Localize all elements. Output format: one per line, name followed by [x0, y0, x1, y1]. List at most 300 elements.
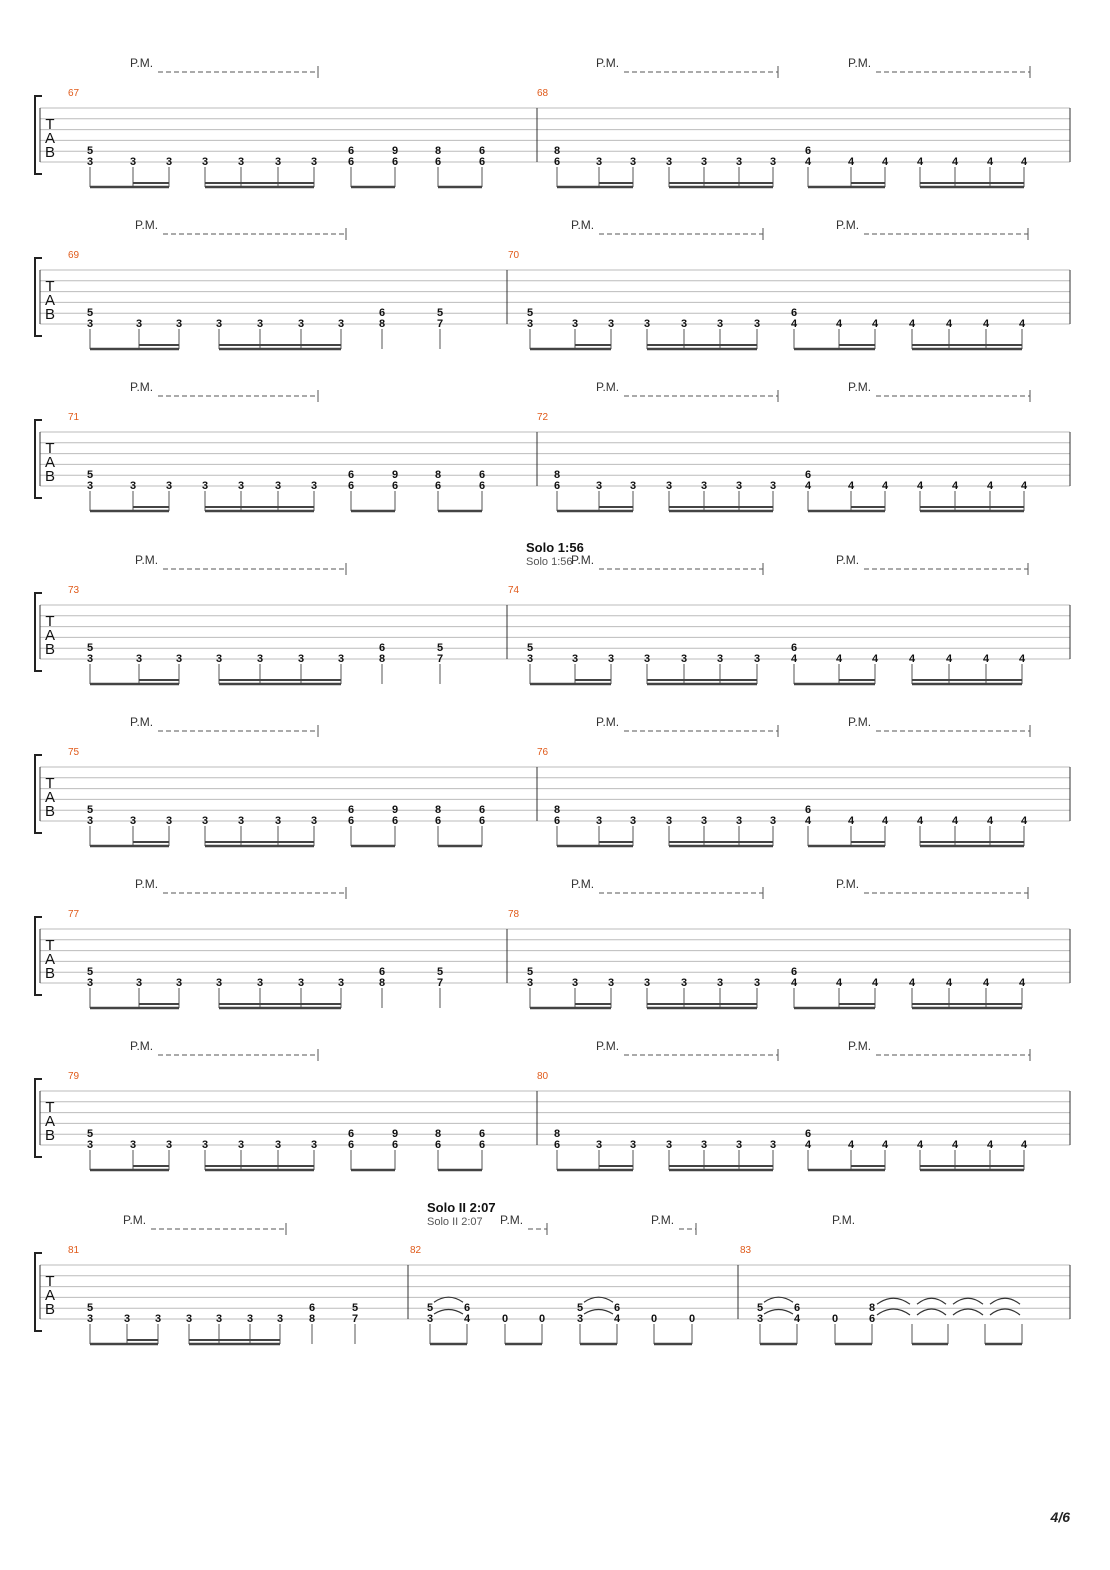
fret-number: 3: [123, 1313, 131, 1325]
slur: [434, 1310, 463, 1315]
fret-number: 0: [538, 1313, 546, 1325]
palm-mute-label: P.M.: [571, 218, 595, 232]
fret-number: 6: [347, 156, 355, 168]
tie: [990, 1298, 1020, 1304]
measure-number: 70: [508, 250, 520, 261]
fret-number: 7: [436, 318, 444, 330]
fret-number: 4: [613, 1313, 621, 1325]
fret-number: 3: [643, 653, 651, 665]
fret-number: 5: [756, 1302, 764, 1315]
fret-number: 3: [201, 815, 209, 827]
palm-mute-label: P.M.: [596, 56, 620, 70]
fret-number: 3: [595, 815, 603, 827]
fret-number: 3: [154, 1313, 162, 1325]
fret-number: 6: [434, 1139, 442, 1151]
fret-number: 6: [804, 469, 812, 482]
fret-number: 4: [1020, 815, 1028, 827]
fret-number: 4: [881, 480, 889, 492]
fret-number: 3: [426, 1313, 434, 1325]
tab-clef-letter: A: [44, 454, 56, 471]
fret-number: 3: [274, 480, 282, 492]
fret-number: 4: [835, 977, 843, 989]
fret-number: 0: [650, 1313, 658, 1325]
tab-system: [35, 877, 1070, 1008]
fret-number: 3: [135, 318, 143, 330]
palm-mute-label: P.M.: [571, 877, 595, 891]
fret-number: 4: [793, 1313, 801, 1325]
fret-number: 4: [790, 653, 798, 665]
fret-number: 4: [804, 156, 812, 168]
fret-number: 3: [274, 156, 282, 168]
fret-number: 3: [215, 318, 223, 330]
measure-number: 80: [537, 1071, 549, 1082]
fret-number: 3: [700, 156, 708, 168]
fret-number: 3: [607, 653, 615, 665]
fret-number: 3: [129, 1139, 137, 1151]
fret-number: 6: [378, 307, 386, 320]
tab-clef-letter: B: [44, 468, 56, 485]
fret-number: 8: [434, 804, 442, 817]
fret-number: 8: [308, 1313, 316, 1325]
fret-number: 0: [831, 1313, 839, 1325]
tab-system: [35, 218, 1070, 349]
measure-number: 83: [740, 1245, 752, 1256]
fret-number: 3: [571, 318, 579, 330]
fret-number: 4: [945, 977, 953, 989]
tab-system: [35, 540, 1070, 684]
fret-number: 5: [576, 1302, 584, 1315]
tab-system: [35, 1200, 1070, 1344]
fret-number: 3: [753, 977, 761, 989]
fret-number: 3: [86, 977, 94, 989]
fret-number: 3: [256, 977, 264, 989]
fret-number: 3: [665, 1139, 673, 1151]
fret-number: 9: [391, 804, 399, 817]
fret-number: 4: [871, 318, 879, 330]
fret-number: 4: [847, 1139, 855, 1151]
fret-number: 3: [700, 1139, 708, 1151]
fret-number: 6: [391, 815, 399, 827]
fret-number: 6: [347, 469, 355, 482]
fret-number: 4: [790, 977, 798, 989]
measure-number: 75: [68, 747, 80, 758]
fret-number: 8: [378, 318, 386, 330]
fret-number: 6: [434, 156, 442, 168]
fret-number: 3: [175, 653, 183, 665]
fret-number: 3: [129, 480, 137, 492]
fret-number: 6: [478, 480, 486, 492]
fret-number: 4: [835, 318, 843, 330]
fret-number: 3: [215, 977, 223, 989]
fret-number: 4: [908, 318, 916, 330]
fret-number: 6: [478, 815, 486, 827]
fret-number: 3: [86, 1313, 94, 1325]
section-title: Solo 1:56: [526, 540, 584, 555]
fret-number: 3: [274, 1139, 282, 1151]
fret-number: 6: [347, 1139, 355, 1151]
fret-number: 3: [237, 1139, 245, 1151]
fret-number: 5: [86, 1128, 94, 1141]
fret-number: 3: [129, 156, 137, 168]
palm-mute-label: P.M.: [135, 218, 159, 232]
fret-number: 3: [86, 815, 94, 827]
fret-number: 8: [553, 1128, 561, 1141]
fret-number: 4: [945, 653, 953, 665]
fret-number: 4: [908, 977, 916, 989]
palm-mute-label: P.M.: [130, 56, 154, 70]
measure-number: 74: [508, 585, 520, 596]
fret-number: 9: [391, 1128, 399, 1141]
fret-number: 8: [378, 653, 386, 665]
fret-number: 4: [916, 815, 924, 827]
tab-clef-letter: B: [44, 1127, 56, 1144]
fret-number: 3: [310, 1139, 318, 1151]
fret-number: 6: [391, 1139, 399, 1151]
tab-clef-letter: T: [45, 116, 55, 133]
palm-mute-label: P.M.: [596, 715, 620, 729]
fret-number: 3: [700, 815, 708, 827]
tie: [917, 1298, 946, 1304]
fret-number: 4: [986, 156, 994, 168]
fret-number: 3: [297, 318, 305, 330]
fret-number: 6: [347, 145, 355, 158]
tab-clef-letter: T: [45, 613, 55, 630]
fret-number: 3: [165, 480, 173, 492]
tie: [877, 1298, 910, 1304]
measure-number: 77: [68, 909, 80, 920]
fret-number: 4: [916, 156, 924, 168]
fret-number: 3: [337, 318, 345, 330]
fret-number: 3: [607, 318, 615, 330]
fret-number: 3: [629, 815, 637, 827]
tab-clef-letter: T: [45, 775, 55, 792]
fret-number: 4: [847, 815, 855, 827]
palm-mute-label: P.M.: [848, 56, 872, 70]
fret-number: 3: [756, 1313, 764, 1325]
tie: [953, 1298, 983, 1304]
fret-number: 8: [553, 145, 561, 158]
fret-number: 7: [436, 977, 444, 989]
fret-number: 3: [201, 1139, 209, 1151]
fret-number: 4: [982, 318, 990, 330]
fret-number: 4: [847, 156, 855, 168]
fret-number: 3: [310, 480, 318, 492]
tab-clef-letter: B: [44, 306, 56, 323]
fret-number: 4: [916, 480, 924, 492]
fret-number: 5: [351, 1302, 359, 1315]
fret-number: 6: [478, 1128, 486, 1141]
fret-number: 3: [629, 156, 637, 168]
fret-number: 3: [175, 318, 183, 330]
palm-mute-label: P.M.: [832, 1213, 856, 1227]
fret-number: 3: [86, 318, 94, 330]
fret-number: 5: [86, 307, 94, 320]
fret-number: 6: [553, 1139, 561, 1151]
tab-clef-letter: A: [44, 951, 56, 968]
palm-mute-label: P.M.: [571, 553, 595, 567]
fret-number: 6: [804, 804, 812, 817]
tab-system: [35, 1039, 1070, 1170]
fret-number: 3: [607, 977, 615, 989]
palm-mute-label: P.M.: [596, 1039, 620, 1053]
fret-number: 3: [595, 480, 603, 492]
fret-number: 4: [1018, 653, 1026, 665]
measure-number: 73: [68, 585, 80, 596]
tab-clef-letter: T: [45, 1099, 55, 1116]
fret-number: 3: [337, 653, 345, 665]
fret-number: 8: [378, 977, 386, 989]
fret-number: 9: [391, 469, 399, 482]
fret-number: 4: [1020, 480, 1028, 492]
fret-number: 5: [86, 804, 94, 817]
fret-number: 3: [629, 1139, 637, 1151]
fret-number: 5: [436, 307, 444, 320]
fret-number: 4: [1020, 1139, 1028, 1151]
fret-number: 4: [982, 977, 990, 989]
fret-number: 5: [86, 145, 94, 158]
fret-number: 3: [135, 653, 143, 665]
fret-number: 4: [908, 653, 916, 665]
fret-number: 6: [347, 1128, 355, 1141]
fret-number: 3: [256, 653, 264, 665]
fret-number: 5: [86, 642, 94, 655]
measure-number: 79: [68, 1071, 80, 1082]
fret-number: 4: [804, 480, 812, 492]
fret-number: 4: [881, 1139, 889, 1151]
palm-mute-label: P.M.: [135, 877, 159, 891]
fret-number: 3: [629, 480, 637, 492]
fret-number: 3: [665, 156, 673, 168]
measure-number: 71: [68, 412, 80, 423]
fret-number: 3: [297, 653, 305, 665]
fret-number: 4: [881, 815, 889, 827]
slur: [764, 1310, 793, 1315]
palm-mute-label: P.M.: [836, 877, 860, 891]
fret-number: 4: [871, 653, 879, 665]
fret-number: 3: [215, 653, 223, 665]
fret-number: 8: [868, 1302, 876, 1315]
fret-number: 4: [804, 1139, 812, 1151]
tie: [917, 1309, 946, 1315]
fret-number: 3: [310, 815, 318, 827]
fret-number: 6: [347, 815, 355, 827]
fret-number: 8: [553, 469, 561, 482]
fret-number: 7: [436, 653, 444, 665]
tab-clef-letter: A: [44, 627, 56, 644]
fret-number: 3: [716, 653, 724, 665]
tie: [877, 1309, 910, 1315]
fret-number: 5: [436, 966, 444, 979]
fret-number: 3: [165, 1139, 173, 1151]
fret-number: 3: [680, 653, 688, 665]
fret-number: 4: [986, 815, 994, 827]
palm-mute-label: P.M.: [848, 715, 872, 729]
fret-number: 3: [735, 815, 743, 827]
fret-number: 3: [237, 480, 245, 492]
fret-number: 4: [945, 318, 953, 330]
fret-number: 6: [868, 1313, 876, 1325]
fret-number: 3: [700, 480, 708, 492]
fret-number: 3: [215, 1313, 223, 1325]
fret-number: 3: [571, 653, 579, 665]
tab-clef-letter: T: [45, 440, 55, 457]
fret-number: 3: [201, 480, 209, 492]
tab-clef-letter: B: [44, 641, 56, 658]
fret-number: 5: [436, 642, 444, 655]
fret-number: 4: [951, 815, 959, 827]
palm-mute-label: P.M.: [596, 380, 620, 394]
measure-number: 69: [68, 250, 80, 261]
palm-mute-label: P.M.: [836, 553, 860, 567]
fret-number: 6: [478, 145, 486, 158]
fret-number: 4: [790, 318, 798, 330]
fret-number: 3: [297, 977, 305, 989]
fret-number: 6: [347, 804, 355, 817]
fret-number: 3: [201, 156, 209, 168]
fret-number: 3: [526, 318, 534, 330]
fret-number: 6: [553, 480, 561, 492]
palm-mute-label: P.M.: [123, 1213, 147, 1227]
fret-number: 5: [86, 966, 94, 979]
fret-number: 3: [86, 1139, 94, 1151]
fret-number: 3: [643, 318, 651, 330]
tab-clef-letter: T: [45, 278, 55, 295]
tab-clef-letter: A: [44, 789, 56, 806]
fret-number: 8: [434, 145, 442, 158]
tab-system: [35, 715, 1070, 846]
tab-clef-letter: B: [44, 965, 56, 982]
fret-number: 6: [391, 156, 399, 168]
fret-number: 6: [793, 1302, 801, 1315]
palm-mute-label: P.M.: [651, 1213, 675, 1227]
fret-number: 3: [337, 977, 345, 989]
tie: [953, 1309, 983, 1315]
fret-number: 5: [86, 469, 94, 482]
tab-system: [35, 380, 1070, 511]
fret-number: 4: [986, 480, 994, 492]
fret-number: 4: [1018, 977, 1026, 989]
measure-number: 67: [68, 88, 80, 99]
fret-number: 3: [165, 156, 173, 168]
fret-number: 3: [735, 480, 743, 492]
fret-number: 3: [769, 480, 777, 492]
fret-number: 6: [553, 815, 561, 827]
fret-number: 0: [501, 1313, 509, 1325]
fret-number: 5: [86, 1302, 94, 1315]
fret-number: 3: [276, 1313, 284, 1325]
fret-number: 3: [769, 156, 777, 168]
fret-number: 4: [951, 156, 959, 168]
fret-number: 3: [680, 977, 688, 989]
page-number: 4/6: [1050, 1509, 1070, 1525]
fret-number: 6: [478, 1139, 486, 1151]
section-title: Solo II 2:07: [427, 1200, 496, 1215]
palm-mute-label: P.M.: [836, 218, 860, 232]
fret-number: 3: [571, 977, 579, 989]
fret-number: 5: [526, 966, 534, 979]
palm-mute-label: P.M.: [130, 715, 154, 729]
fret-number: 3: [246, 1313, 254, 1325]
fret-number: 4: [804, 815, 812, 827]
fret-number: 5: [526, 642, 534, 655]
measure-number: 72: [537, 412, 549, 423]
fret-number: 4: [881, 156, 889, 168]
fret-number: 6: [347, 480, 355, 492]
palm-mute-label: P.M.: [130, 1039, 154, 1053]
fret-number: 3: [274, 815, 282, 827]
fret-number: 3: [165, 815, 173, 827]
fret-number: 4: [951, 1139, 959, 1151]
fret-number: 3: [769, 815, 777, 827]
fret-number: 6: [613, 1302, 621, 1315]
fret-number: 3: [769, 1139, 777, 1151]
palm-mute-label: P.M.: [848, 380, 872, 394]
tab-clef-letter: A: [44, 130, 56, 147]
fret-number: 3: [576, 1313, 584, 1325]
fret-number: 3: [595, 156, 603, 168]
fret-number: 4: [951, 480, 959, 492]
fret-number: 0: [688, 1313, 696, 1325]
tab-clef-letter: B: [44, 803, 56, 820]
tie: [990, 1309, 1020, 1315]
fret-number: 8: [434, 1128, 442, 1141]
fret-number: 6: [434, 480, 442, 492]
fret-number: 3: [595, 1139, 603, 1151]
fret-number: 3: [753, 653, 761, 665]
tab-clef-letter: A: [44, 1113, 56, 1130]
fret-number: 5: [526, 307, 534, 320]
slur: [584, 1297, 613, 1302]
tab-clef-letter: T: [45, 937, 55, 954]
fret-number: 4: [986, 1139, 994, 1151]
section-subtitle: Solo 1:56: [526, 556, 573, 568]
tab-clef-letter: A: [44, 292, 56, 309]
fret-number: 6: [308, 1302, 316, 1315]
fret-number: 3: [526, 653, 534, 665]
fret-number: 4: [1018, 318, 1026, 330]
fret-number: 3: [86, 653, 94, 665]
fret-number: 3: [135, 977, 143, 989]
fret-number: 7: [351, 1313, 359, 1325]
tab-clef-letter: T: [45, 1273, 55, 1290]
fret-number: 4: [982, 653, 990, 665]
palm-mute-label: P.M.: [135, 553, 159, 567]
fret-number: 3: [185, 1313, 193, 1325]
fret-number: 6: [790, 307, 798, 320]
fret-number: 6: [478, 804, 486, 817]
fret-number: 3: [86, 480, 94, 492]
fret-number: 4: [463, 1313, 471, 1325]
tab-clef-letter: B: [44, 1301, 56, 1318]
fret-number: 3: [735, 156, 743, 168]
measure-number: 76: [537, 747, 549, 758]
fret-number: 3: [526, 977, 534, 989]
fret-number: 5: [426, 1302, 434, 1315]
fret-number: 3: [86, 156, 94, 168]
tab-system: [35, 56, 1070, 187]
measure-number: 68: [537, 88, 549, 99]
fret-number: 9: [391, 145, 399, 158]
fret-number: 6: [434, 815, 442, 827]
fret-number: 3: [175, 977, 183, 989]
fret-number: 3: [129, 815, 137, 827]
fret-number: 3: [643, 977, 651, 989]
fret-number: 4: [847, 480, 855, 492]
fret-number: 6: [378, 642, 386, 655]
palm-mute-label: P.M.: [848, 1039, 872, 1053]
palm-mute-label: P.M.: [130, 380, 154, 394]
slur: [764, 1297, 793, 1302]
